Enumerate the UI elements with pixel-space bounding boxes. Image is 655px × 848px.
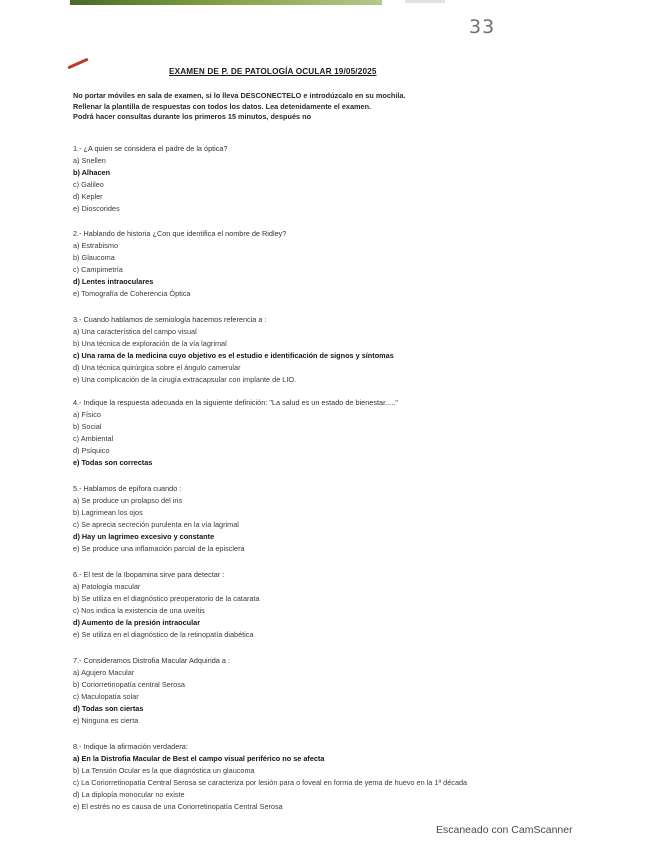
answer-option: a) Snellen <box>73 156 106 165</box>
answer-option: a) Una característica del campo visual <box>73 327 197 336</box>
answer-option: e) Se produce una inflamación parcial de la episclera <box>73 544 245 553</box>
page-top-edge-band <box>70 0 382 5</box>
answer-option-correct: d) Hay un lagrimeo excesivo y constante <box>73 532 215 541</box>
handwritten-page-number: 33 <box>469 16 496 38</box>
answer-option: c) Galileo <box>73 180 104 189</box>
answer-option: c) Maculopatía solar <box>73 692 139 701</box>
instruction-line: Podrá hacer consultas durante los primeros 15 minutos, después no <box>73 112 312 121</box>
instruction-line: Rellenar la plantilla de respuestas con todos los datos. Lea detenidamente el examen. <box>73 101 372 111</box>
exam-title: EXAMEN DE P. DE PATOLOGÍA OCULAR 19/05/2025 <box>169 67 377 76</box>
answer-option: a) Físico <box>73 410 101 419</box>
answer-option: c) Se aprecia secreción purulenta en la vía lagrimal <box>73 520 239 529</box>
instruction-line: No portar móviles en sala de examen, si lo lleva DESCONECTELO e introdúzcalo en su mochila. <box>73 91 406 100</box>
answer-option-correct: b) Alhacen <box>73 168 111 177</box>
answer-option: e) Ninguna es cierta <box>73 716 139 725</box>
question-stem: 5.- Hablamos de epífora cuando : <box>73 484 182 493</box>
question-stem: 8.- Indique la afirmación verdadera: <box>73 742 188 751</box>
question-1 <box>73 143 633 215</box>
answer-option-correct: e) Todas son correctas <box>73 458 153 467</box>
question-2 <box>73 228 633 300</box>
answer-option: c) La Coriorretinopatía Central Serosa se caracteriza por lesión para o foveal en forma de yema de huevo en la 1ª década <box>73 778 468 787</box>
answer-option-correct: a) En la Distrofia Macular de Best el campo visual periférico no se afecta <box>73 754 325 763</box>
pen-mark-icon <box>67 58 88 70</box>
question-7 <box>73 655 633 727</box>
answer-option: d) Psíquico <box>73 446 110 455</box>
exam-instructions <box>73 91 613 123</box>
answer-option: a) Agujero Macular <box>73 668 135 677</box>
answer-option: d) La diplopía monocular no existe <box>73 790 185 799</box>
question-stem: 3.- Cuando hablamos de semiología hacemos referencia a : <box>73 315 267 324</box>
answer-option: e) Una complicación de la cirugía extracapsular con implante de LIO. <box>73 375 297 384</box>
answer-option: e) Se utiliza en el diagnóstico de la retinopatía diabética <box>73 630 254 639</box>
answer-option: c) Ambiental <box>73 434 114 443</box>
question-stem: 4.- Indique la respuesta adecuada en la siguiente definición: "La salud es un estado de bienestar....." <box>73 398 398 407</box>
answer-option: c) Campimetría <box>73 265 123 274</box>
answer-option: b) Social <box>73 422 102 431</box>
question-6 <box>73 569 633 641</box>
question-stem: 1.- ¿A quien se considera el padre de la óptica? <box>73 144 228 153</box>
answer-option: a) Estrabismo <box>73 241 119 250</box>
answer-option: e) Tomografía de Coherencia Óptica <box>73 289 191 298</box>
question-4 <box>73 397 633 469</box>
answer-option: b) Glaucoma <box>73 253 115 262</box>
answer-option: a) Patología macular <box>73 582 141 591</box>
answer-option-correct: d) Aumento de la presión intraocular <box>73 618 201 627</box>
answer-option: a) Se produce un prolapso del iris <box>73 496 183 505</box>
question-stem: 2.- Hablando de historia ¿Con que identifica el nombre de Ridley? <box>73 229 287 238</box>
answer-option: b) Una técnica de exploración de la vía lagrimal <box>73 339 227 348</box>
question-3 <box>73 314 633 386</box>
answer-option: d) Una técnica quirúrgica sobre el ángulo camerular <box>73 363 241 372</box>
answer-option-correct: d) Lentes intraoculares <box>73 277 154 286</box>
question-8 <box>73 741 633 813</box>
answer-option: d) Kepler <box>73 192 103 201</box>
question-stem: 6.- El test de la Ibopamina sirve para detectar : <box>73 570 225 579</box>
question-5 <box>73 483 633 555</box>
scanner-watermark: Escaneado con CamScanner <box>436 824 573 836</box>
answer-option: b) Lagrimean los ojos <box>73 508 143 517</box>
answer-option: c) Nos indica la existencia de una uveítis <box>73 606 205 615</box>
question-stem: 7.- Consideramos Distrofia Macular Adquirida a : <box>73 656 230 665</box>
answer-option: e) Dioscorides <box>73 204 120 213</box>
answer-option: e) El estrés no es causa de una Coriorretinopatía Central Serosa <box>73 802 283 811</box>
answer-option-correct: c) Una rama de la medicina cuyo objetivo es el estudio e identificación de signos y síntomas <box>73 351 394 360</box>
answer-option: b) Coriorretinopatía central Serosa <box>73 680 185 689</box>
page-top-edge-shadow <box>405 0 445 3</box>
answer-option: b) Se utiliza en el diagnóstico preoperatorio de la catarata <box>73 594 260 603</box>
answer-option: b) La Tensión Ocular es la que diagnóstica un glaucoma <box>73 766 255 775</box>
answer-option-correct: d) Todas son ciertas <box>73 704 144 713</box>
